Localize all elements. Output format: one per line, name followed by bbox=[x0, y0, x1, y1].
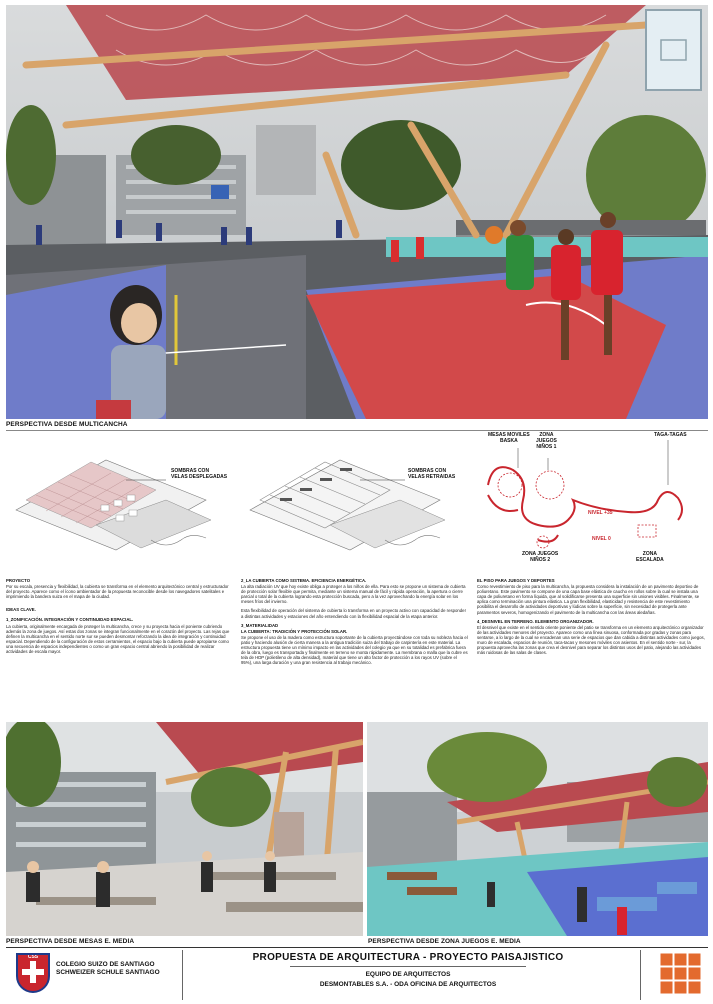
crest-letters: CSS bbox=[27, 954, 39, 960]
plan-label-zona1 bbox=[536, 432, 557, 450]
caption-bottom-left: PERSPECTIVA DESDE MESAS E. MEDIA bbox=[6, 938, 135, 945]
plan-label-taca: TAGA-TAGAS bbox=[654, 432, 687, 438]
render-juegos-illustration bbox=[367, 722, 708, 936]
diagram-mid-label-line2: VELAS RETRAIDAS bbox=[408, 474, 456, 480]
plan-label-zona3-2: ESCALADA bbox=[636, 557, 664, 563]
axonometric-open-sails bbox=[6, 440, 236, 570]
diagram-velas-desplegadas bbox=[6, 440, 236, 570]
col1-heading-ideas: IDEAS CLAVE. bbox=[6, 607, 36, 613]
render-zona-juegos-e-media bbox=[367, 722, 708, 936]
diagram-left-label-line2: VELAS DESPLEGADAS bbox=[171, 474, 228, 480]
diagram-left-label bbox=[171, 468, 227, 480]
diagram-mid-label bbox=[408, 468, 455, 480]
footer-top-rule bbox=[6, 947, 708, 948]
col1-heading-proyecto: PROYECTO bbox=[6, 578, 31, 583]
text-column-2 bbox=[241, 578, 469, 665]
plan-label-zona1-1: ZONA bbox=[539, 432, 554, 438]
hero-caption: PERSPECTIVA DESDE MULTICANCHA bbox=[6, 421, 128, 428]
plan-label-zona3-1: ZONA bbox=[642, 551, 657, 557]
render-mesas-e-media bbox=[6, 722, 363, 936]
col2-heading-cubierta: 2_LA CUBIERTA COMO SISTEMA. EFICIENCIA ENERGÉTICA. bbox=[241, 578, 367, 583]
col1-paragraph-3: La cubierta, originalmente encargada de proteger la multicancha, crece y su proyecta hacia el poniente cubriendo además la zona de juegos. Así estas dos zonas se integran funcionalmente en el corazón del proyecto. Las rejas que definen la multicancha en el sentido norte sur se pueden desmontar reforzando la idea de integración y continuidad espacial. Dependiendo de la configuración de estos cerramientos, el espacio bajo la cubierta puede apropiarse como una secuencia de espacios independientes o como un gran espacio central abriendo la posibilidad de realizar actividades de escala mayor. bbox=[6, 623, 230, 655]
title-rule bbox=[290, 966, 526, 967]
plan-label-nivel35: NIVEL +35 bbox=[588, 510, 613, 516]
plan-diagram-drawing bbox=[478, 430, 708, 575]
sheet-key-grid bbox=[660, 953, 702, 995]
diagram-mid-label-line1: SOMBRAS CON bbox=[408, 468, 447, 474]
col2-paragraph-3: Se propone el uso de la madera como estructura soportante de la cubierta proyectándose con toda su nobleza hacia el patio y haciendo alusión de cierta manera a la antigua tradición suiza del trabajo de carpintería en este material. La estructura propuesta tiene un mínimo impacto en las actividades del colegio ya que en su totalidad es prefabrica fuera de la obra, luego es transportada y finalmente en terreno se monta rápidamente. La membrana o malla que la cubre es tela de HDP (polietileno de alta densidad), material que tiene un alto factor de protección a los rayos UV (sobre el 95%), una larga duración y una gran resistencia al trabajo mecánico. bbox=[241, 634, 468, 666]
firm-label: DESMONTABLES S.A. - ODA OFICINA DE ARQUITECTOS bbox=[319, 981, 497, 988]
col1-heading-zonificacion: 1_ZONIFICACIÓN. INTEGRACIÓN Y CONTINUIDAD ESPACIAL. bbox=[6, 617, 134, 623]
plan-label-zona2-2: NIÑOS 2 bbox=[530, 557, 551, 563]
col2-paragraph-2: Esta flexibilidad de operación del sistema de cubierta lo transforma en un proyecto activo con capacidad de responder a distintas actividades y estaciones del año entendiendo con la flexibilidad espacial de la etapa anterior. bbox=[241, 608, 467, 619]
col1-paragraph-1: Por su escala, presencia y flexibilidad, la cubierta se transforma en el elemento arquitectónico central y estructurador del proyecto. Aparece como el ícono ambientador de la propuesta reconocible desde los navegadores satelitales e imprimiendo la bandera suiza en el mapa de la ciudad. bbox=[6, 584, 229, 600]
axonometric-retracted-sails bbox=[240, 440, 470, 570]
hero-render-multicancha bbox=[6, 5, 708, 419]
sheet-key-grid-icon bbox=[660, 953, 702, 995]
col3-paragraph-2: El desnivel que existe en el sentido oriente poniente del patio se transforma en un elemento arquitectónico organizador de las actividades menores del proyecto. Aparece como una línea sinuosa, conformada por gradas y zonas para sentarse, a lo largo de la cual se encadenan una serie de espacios que dan cabida a distintas actividades como juegos, muro de escalada, espacios de reunión, taca-tacas y mesones móviles con asientos. En el sentido norte - sur, la propuesta aprovecha las zonas que crea el desnivel para separar los distintos usos del patio, alejando las actividades más ruidosas de las salas de clases. bbox=[477, 624, 705, 656]
team-label: EQUIPO DE ARQUITECTOS bbox=[365, 971, 451, 978]
school-name-de: SCHWEIZER SCHULE SANTIAGO bbox=[56, 969, 160, 976]
plan-label-zona2 bbox=[522, 551, 558, 563]
plan-label-zona1-3: NIÑOS 1 bbox=[536, 444, 557, 450]
col3-heading-desnivel: 4_DESNIVEL EN TERRENO. ELEMENTO ORGANIZADOR. bbox=[477, 618, 594, 624]
plan-label-nivel0: NIVEL 0 bbox=[592, 536, 611, 542]
plan-label-zona1-2: JUEGOS bbox=[536, 438, 557, 444]
plan-label-zona2-1: ZONA JUEGOS bbox=[522, 551, 559, 557]
col2-paragraph-1: La alta radiación UV que hoy existe obliga a proteger a los niños de ella. Para esto se propone un sistema de cubierta de protección solar flexible que permita, mediante un sistema manual de fácil y rápida operación, la apertura o cierre parcial o total de la cubierta logrando esta protección buscada, pero a la vez aprovechando la energía solar en los meses fríos del invierno. bbox=[241, 584, 466, 605]
diagram-velas-retraidas bbox=[240, 440, 470, 570]
col2-heading-tradicion: LA CUBIERTA: TRADICIÓN Y PROTECCIÓN SOLAR. bbox=[241, 628, 348, 634]
plan-label-mesas-2: BASKA bbox=[499, 438, 518, 444]
school-crest-logo bbox=[16, 953, 50, 993]
col3-heading-piso: EL PISO PARA JUEGOS Y DEPORTES bbox=[477, 578, 555, 583]
school-name bbox=[56, 961, 160, 977]
col2-heading-materialidad: 3_MATERIALIDAD bbox=[241, 622, 279, 628]
text-column-1 bbox=[6, 578, 234, 654]
render-mesas-illustration bbox=[6, 722, 363, 936]
project-title: PROPUESTA DE ARQUITECTURA - PROYECTO PAISAJISTICO bbox=[252, 952, 564, 963]
plan-label-mesas-1: MESAS MOVILES bbox=[488, 432, 530, 438]
plan-diagram bbox=[478, 430, 708, 575]
plan-label-mesas bbox=[488, 432, 530, 444]
school-name-es: COLEGIO SUIZO DE SANTIAGO bbox=[56, 961, 155, 968]
col3-paragraph-1: Como revestimiento de piso para la multicancha, la propuesta considera la instalación de un pavimento deportivo de poliuretano. Este pavimento se compone de una capa base elástica de caucho en rollos sobre la cual se instala una capa de poliuretano en forma líquida, que al solidificarse presenta una superficie sin uniones visibles. Finalmente, se aplica como terminación una pintura elástica. La gran flexibilidad, elasticidad y resistencia de este revestimiento posibilita el desarrollo de actividades deportivas y lúdicas sobre la superficie, sin necesidad de protegerla ante paramentos severos, homogenizando el pavimento de la multicancha con las áreas aledañas. bbox=[477, 584, 700, 615]
diagram-left-label-line1: SOMBRAS CON bbox=[171, 468, 210, 474]
caption-bottom-right: PERSPECTIVA DESDE ZONA JUEGOS E. MEDIA bbox=[368, 938, 521, 945]
text-column-3 bbox=[477, 578, 707, 655]
footer-divider-right bbox=[640, 950, 641, 1000]
hero-render-illustration bbox=[6, 5, 708, 419]
crest-cross-horizontal bbox=[22, 969, 44, 975]
plan-label-zona3 bbox=[636, 551, 664, 563]
